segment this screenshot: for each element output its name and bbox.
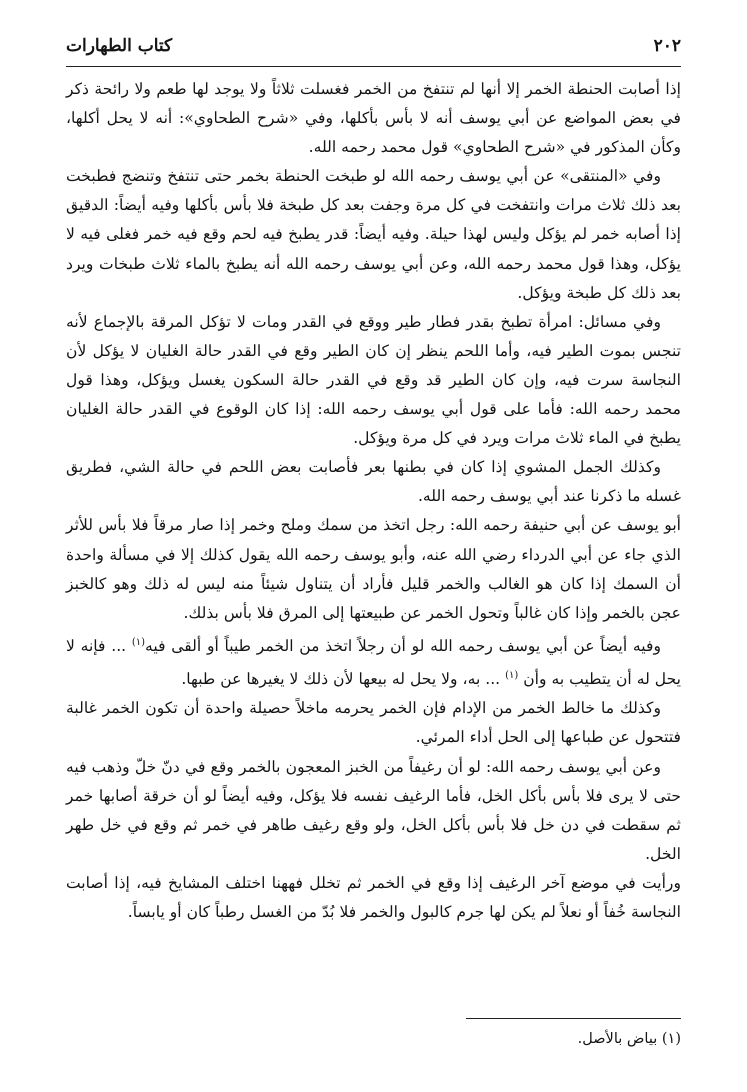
footnote-text: بياض بالأصل. bbox=[577, 1031, 658, 1047]
footnote-number: (١) bbox=[661, 1031, 681, 1047]
paragraph: ورأيت في موضع آخر الرغيف إذا وقع في الخمر ثم تخلل فههنا اختلف المشايخ فيه، إذا أصابت النجاسة خُفاً أو نعلاً لم يكن لها جرم كالبول والخمر فلا بُدّ من الغسل رطباً كان أو يابساً. bbox=[66, 873, 681, 921]
running-title: كتاب الطهارات bbox=[66, 36, 173, 56]
paragraph: وكذلك الجمل المشوي إذا كان في بطنها بعر فأصابت بعض اللحم في حالة الشي، فطريق غسله ما ذكرنا عند أبي يوسف رحمه الله. bbox=[66, 458, 681, 506]
page-number: ٢٠٢ bbox=[653, 36, 681, 56]
footnote-marker[interactable]: (١) bbox=[505, 670, 519, 682]
paragraph: وفي «المنتقى» عن أبي يوسف رحمه الله لو طبخت الحنطة بخمر حتى تنتفخ وتنضج فطبخت بعد ذلك ثلاث مرات وانتفخت في كل مرة وجفت بعد كل طبخة فلا بأس بأكلها وفيه أيضاً: الدقيق إذا أصابه خمر لم يؤكل وليس لهذا حيلة. وفيه أيضاً: قدر يطبخ فيه لحم وقع فيه خمر فغلى فيه لا يؤكل، وهذا قول محمد رحمه الله، وعن أبي يوسف رحمه الله أنه يطبخ بالماء ثلاث طبخات ويرد بعد ذلك كل طبخة ويؤكل. bbox=[66, 167, 681, 302]
footnote bbox=[66, 1028, 681, 1050]
paragraph: وكذلك ما خالط الخمر من الإدام فإن الخمر يحرمه ماخلاً حصيلة واحدة أن تكون الخمر غالبة فتتحول عن طباعها إلى الحل أداء المرئي. bbox=[66, 699, 681, 747]
footnote-divider bbox=[466, 1018, 681, 1019]
paragraph: وفي مسائل: امرأة تطبخ بقدر فطار طير ووقع في القدر ومات لا تؤكل المرقة بالإجماع لأنه تنجس بموت الطير فيه، وأما اللحم ينظر إن كان الطير وقع في القدر حالة الغليان لا يؤكل لأن النجاسة سرت فيه، وإن كان الطير قد وقع في القدر حالة السكون يغسل ويؤكل، وهذا قول محمد رحمه الله: فأما على قول أبي يوسف رحمه الله: إذا كان الوقوع في القدر حالة الغليان يطبخ في الماء ثلاث مرات ويرد في كل مرة ويؤكل. bbox=[66, 312, 681, 448]
main-text bbox=[66, 75, 681, 927]
paragraph: أبو يوسف عن أبي حنيفة رحمه الله: رجل اتخذ من سمك وملح وخمر إذا صار مرقاً فلا بأس للأثر الذي جاء عن أبي الدرداء رضي الله عنه، وأبو يوسف رحمه الله يقول كذلك إلا في مسألة واحدة أن السمك إذا كان هو الغالب والخمر قليل فأراد أن يتناول شيئاً منه ليس له ذلك وهو كالخبز عجن بالخمر وإذا كان غالباً وتحول الخمر عن طبيعتها إلى المرق فلا بأس بذلك. bbox=[66, 516, 681, 622]
paragraph: إذا أصابت الحنطة الخمر إلا أنها لم تنتفخ من الخمر فغسلت ثلاثاً ولا يوجد لها طعم ولا رائحة ذكر في بعض المواضع عن أبي يوسف أنه لا بأس بأكلها، وفي «شرح الطحاوي»: أنه لا يحل أكلها، وكأن المذكور في «شرح الطحاوي» قول محمد رحمه الله. bbox=[66, 80, 681, 157]
paragraph: وعن أبي يوسف رحمه الله: لو أن رغيفاً من الخبز المعجون بالخمر وقع في دنّ خلّ وذهب فيه حتى لا يرى فلا بأس بأكل الخل، فأما الرغيف نفسه فلا يؤكل، وفيه أيضاً لو أن خرقة أصابها خمر ثم سقطت في دن خل فلا بأس بأكل الخل، ولو وقع رغيف طاهر في خمر ثم وقع في خل طهر الخل. bbox=[66, 757, 681, 863]
paragraph-text: ... به، ولا يحل له بيعها لأن ذلك لا يغيرها عن طبها. bbox=[181, 670, 501, 689]
page-header bbox=[66, 36, 681, 67]
footnote-marker[interactable]: (١) bbox=[131, 636, 146, 648]
paragraph-text: وفيه أيضاً عن أبي يوسف رحمه الله لو أن رجلاً اتخذ من الخمر طيباً أو ألقى فيه bbox=[145, 636, 661, 655]
paragraph-text: ... فإنه لا يحل له أن يتطيب به وأن bbox=[66, 636, 681, 689]
paragraph-with-footnote bbox=[66, 628, 681, 695]
